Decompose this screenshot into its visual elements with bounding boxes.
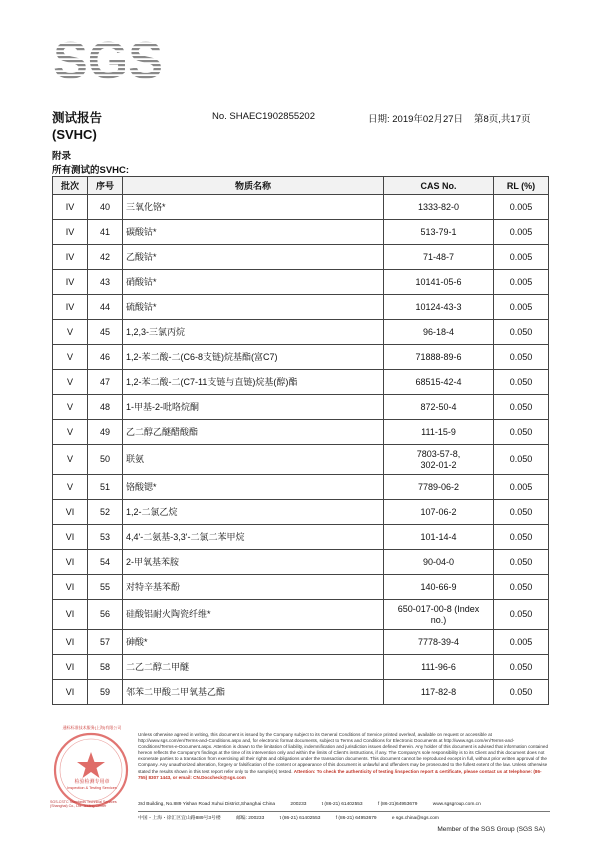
address-cn-postcode: 邮编: 200233 [235,816,265,821]
cell-cas: 107-06-2 [384,500,494,525]
cell-rl: 0.005 [494,245,549,270]
cell-no: 52 [88,500,123,525]
cell-cas: 90-04-0 [384,550,494,575]
cell-batch: IV [53,295,88,320]
cell-cas: 650-017-00-8 (Index no.) [384,600,494,630]
cell-substance: 三氧化铬* [123,195,384,220]
address-en-tel: t (86-21) 61402553 [321,802,363,807]
cell-cas: 10124-43-3 [384,295,494,320]
cell-substance: 硝酸钴* [123,270,384,295]
cell-no: 49 [88,420,123,445]
cell-rl: 0.050 [494,320,549,345]
cell-no: 47 [88,370,123,395]
table-row [53,575,549,600]
cell-substance: 对特辛基苯酚 [123,575,384,600]
cell-batch: VI [53,550,88,575]
cell-batch: VI [53,525,88,550]
cell-no: 41 [88,220,123,245]
cell-substance: 1,2,3-三氯丙烷 [123,320,384,345]
cell-cas: 111-96-6 [384,655,494,680]
header-no: 序号 [88,177,123,195]
cell-substance: 1,2-苯二酸-二(C6-8支链)烷基酯(富C7) [123,345,384,370]
legal-disclaimer [138,732,550,781]
cell-batch: V [53,320,88,345]
cell-rl: 0.050 [494,525,549,550]
page-number: 第8页,共17页 [474,114,531,125]
address-cn-street: 中国・上海・徐汇区宜山路889号3号楼 [138,816,221,821]
cell-rl: 0.050 [494,345,549,370]
address-cn-fax: f (86-21) 64953679 [335,816,377,821]
cell-no: 43 [88,270,123,295]
cell-rl: 0.050 [494,575,549,600]
table-row [53,220,549,245]
cell-batch: VI [53,575,88,600]
address-cn-email: e sgs.china@sgs.com [391,816,439,821]
cell-batch: V [53,445,88,475]
cell-rl: 0.050 [494,550,549,575]
cell-substance: 乙二醇乙醚醋酸酯 [123,420,384,445]
table-row [53,370,549,395]
cell-batch: VI [53,500,88,525]
cell-no: 51 [88,475,123,500]
cell-no: 55 [88,575,123,600]
cell-rl: 0.005 [494,295,549,320]
cell-cas: 71888-89-6 [384,345,494,370]
cell-batch: V [53,345,88,370]
table-row [53,245,549,270]
table-row [53,525,549,550]
cell-substance: 乙酸钴* [123,245,384,270]
cell-cas: 68515-42-4 [384,370,494,395]
cell-substance: 1-甲基-2-吡咯烷酮 [123,395,384,420]
cell-cas: 872-50-4 [384,395,494,420]
cell-rl: 0.050 [494,370,549,395]
cell-rl: 0.005 [494,475,549,500]
cell-rl: 0.005 [494,195,549,220]
report-number: No. SHAEC1902855202 [212,111,315,122]
cell-rl: 0.050 [494,500,549,525]
cell-substance: 1,2-二氯乙烷 [123,500,384,525]
cell-no: 40 [88,195,123,220]
header-cas: CAS No. [384,177,494,195]
cell-rl: 0.005 [494,270,549,295]
cell-substance: 铬酸锶* [123,475,384,500]
cell-batch: VI [53,655,88,680]
cell-no: 50 [88,445,123,475]
cell-substance: 砷酸* [123,630,384,655]
cell-substance: 2-甲氧基苯胺 [123,550,384,575]
cell-batch: V [53,420,88,445]
cell-batch: VI [53,630,88,655]
cell-no: 45 [88,320,123,345]
svhc-table [52,176,549,705]
table-row [53,295,549,320]
address-en-street: 3rd Building, No.889 Yishan Road Xuhui District,Shanghai China [138,802,276,807]
cell-substance: 4,4'-二氨基-3,3'-二氯二苯甲烷 [123,525,384,550]
table-row [53,320,549,345]
seal-en-label: Inspection & Testing Services [67,786,117,790]
cell-no: 53 [88,525,123,550]
cell-no: 57 [88,630,123,655]
cell-no: 44 [88,295,123,320]
cell-substance: 硅酸铝耐火陶瓷纤维* [123,600,384,630]
seal-ring-text: 通标标准技术服务(上海)有限公司 [62,725,122,730]
table-row [53,345,549,370]
cell-batch: VI [53,680,88,705]
cell-no: 42 [88,245,123,270]
table-row [53,680,549,705]
address-en [138,802,495,807]
cell-substance: 1,2-苯二酸-二(C7-11支链与直链)烷基(醇)酯 [123,370,384,395]
cell-no: 56 [88,600,123,630]
cell-batch: V [53,395,88,420]
cell-no: 58 [88,655,123,680]
address-cn-tel: t (86-21) 61402553 [279,816,321,821]
cell-substance: 联氨 [123,445,384,475]
cell-batch: IV [53,220,88,245]
footer-divider [138,811,550,812]
cell-rl: 0.050 [494,420,549,445]
cell-substance: 碳酸钴* [123,220,384,245]
table-header-row [53,177,549,195]
report-date: 日期: 2019年02月27日 [368,114,464,125]
cell-cas: 7803-57-8, 302-01-2 [384,445,494,475]
table-row [53,600,549,630]
cell-no: 59 [88,680,123,705]
cell-substance: 二乙二醇二甲醚 [123,655,384,680]
cell-rl: 0.050 [494,600,549,630]
disclaimer-text: Unless otherwise agreed in writing, this document is issued by the Company subject to its General Conditions of Service printed overleaf, available on request or accessible at http://www.sgs.com/en/Terms-and-Conditions.aspx and, for electronic format documents, subject to Terms and Conditions for Electronic Documents at http://www.sgs.com/en/Terms-and-Conditions/Terms-e-Document.aspx. Attention is drawn to the limitation of liability, indemnification and jurisdiction issues defined therein. Any holder of this document is advised that information contained hereon reflects the Company's findings at the time of its intervention only and within the limits of Client's instructions, if any. The Company's sole responsibility is to its Client and this document does not exonerate parties to a transaction from exercising all their rights and obligations under the transaction documents. This document cannot be reproduced except in full, without prior written approval of the Company. Any unauthorized alteration, forgery or falsification of the content or appearance of this document is unlawful and offenders may be prosecuted to the fullest extent of the law. Unless otherwise stated the results shown in this test report refer only to the sample(s) tested. [138,732,548,774]
cell-rl: 0.050 [494,680,549,705]
cell-cas: 111-15-9 [384,420,494,445]
cell-cas: 7789-06-2 [384,475,494,500]
address-en-postcode: 200233 [290,802,307,807]
cell-cas: 71-48-7 [384,245,494,270]
cell-batch: VI [53,600,88,630]
attention-notice: Attention: To check the authenticity of testing /inspection report & certificate, please contact us at telephone: (86-755) 8307 1443, or email: CN.Doccheck@sgs.com [138,768,542,780]
cell-cas: 140-66-9 [384,575,494,600]
table-row [53,655,549,680]
table-row [53,420,549,445]
sgs-logo [48,28,168,90]
table-row [53,445,549,475]
table-row [53,550,549,575]
cell-cas: 96-18-4 [384,320,494,345]
cell-substance: 硫酸钴* [123,295,384,320]
cell-batch: IV [53,245,88,270]
cell-batch: IV [53,195,88,220]
cell-cas: 1333-82-0 [384,195,494,220]
table-row [53,500,549,525]
header-rl: RL (%) [494,177,549,195]
header-batch: 批次 [53,177,88,195]
cell-cas: 117-82-8 [384,680,494,705]
table-row [53,270,549,295]
header-substance: 物质名称 [123,177,384,195]
table-row [53,630,549,655]
cell-rl: 0.050 [494,395,549,420]
cell-rl: 0.005 [494,220,549,245]
cell-cas: 513-79-1 [384,220,494,245]
report-subtitle: (SVHC) [52,127,97,142]
seal-side-label: SGS-CSTC Standards Technical Services (Shanghai) Co., Ltd. Testing Center [50,800,117,809]
table-row [53,395,549,420]
report-title: 测试报告 [52,111,103,125]
address-en-web: www.sgsgroup.com.cn [432,802,481,807]
cell-batch: V [53,475,88,500]
seal-sub-label: 检验检测专用章 [74,779,110,785]
address-en-fax: f (86-21)64953679 [377,802,418,807]
cell-batch: V [53,370,88,395]
cell-rl: 0.050 [494,655,549,680]
cell-no: 54 [88,550,123,575]
cell-rl: 0.005 [494,630,549,655]
table-row [53,475,549,500]
cell-batch: IV [53,270,88,295]
table-row [53,195,549,220]
section-heading: 所有测试的SVHC: [52,165,130,176]
cell-substance: 邻苯二甲酸二甲氧基乙酯 [123,680,384,705]
member-note: Member of the SGS Group (SGS SA) [437,826,545,833]
appendix-label: 附录 [52,151,72,162]
cell-cas: 7778-39-4 [384,630,494,655]
address-cn [138,814,453,821]
sgs-logo-text: SGS [53,32,163,90]
cell-rl: 0.050 [494,445,549,475]
cell-cas: 10141-05-6 [384,270,494,295]
cell-no: 46 [88,345,123,370]
cell-cas: 101-14-4 [384,525,494,550]
cell-no: 48 [88,395,123,420]
